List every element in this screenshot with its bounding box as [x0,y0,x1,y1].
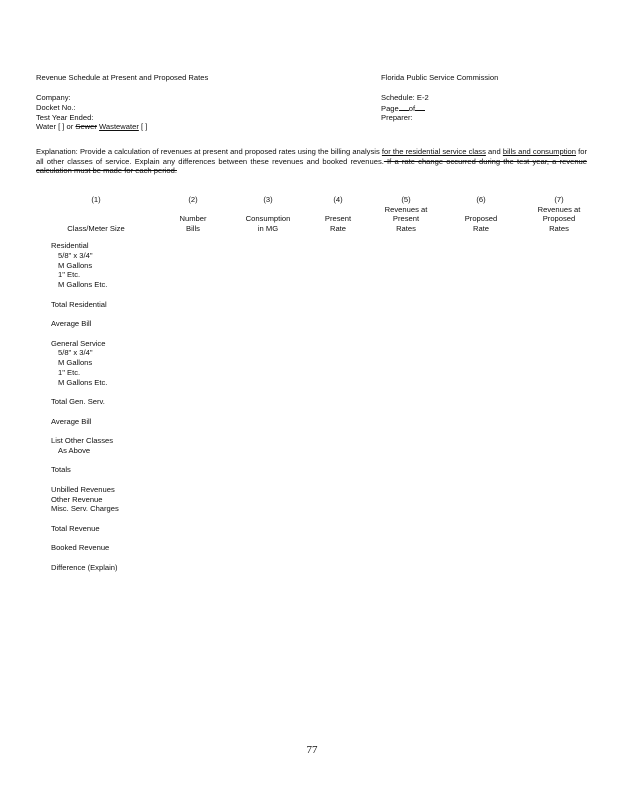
water-option: Water [ ] or [36,122,76,131]
column-number: (1) [91,195,101,204]
explanation-text-2: for all other classes of service. Explain any differences between these revenues and booked revenues. [36,147,587,166]
column-line: Revenues at [384,204,428,214]
column-line: Revenues at [537,204,581,214]
row-total-residential: Total Residential [51,300,107,309]
explanation-struck-text: If a rate change occurred during the test year, a revenue calculation must be made for each period. [36,156,588,176]
column-line [61,214,131,224]
column-title: Rates [396,223,416,233]
row-gen-mgal: M Gallons [58,358,93,367]
row-gen-5-8: 5/8" x 3/4" [58,348,93,357]
row-total-gen-serv: Total Gen. Serv. [51,397,105,406]
column-line [233,205,303,215]
wastewater-text: Wastewater [99,122,139,131]
column-number: (7) [554,195,564,204]
column-number: (5) [401,195,411,204]
row-misc-serv-charges: Misc. Serv. Charges [51,504,119,513]
row-booked-revenue: Booked Revenue [51,543,110,552]
column-header-5 [371,195,441,233]
column-line [446,205,516,215]
row-total-revenue: Total Revenue [51,524,100,533]
column-number: (6) [476,195,486,204]
utility-type-line [36,122,147,132]
column-line: Consumption [245,214,291,224]
explanation-text-1: Explanation: Provide a calculation of revenues at present and proposed rates using the billing analysis [36,147,382,156]
column-number: (4) [333,195,343,204]
page-of-label: of [408,104,416,113]
column-header-6 [446,195,516,233]
column-line: Number [179,214,207,224]
sewer-struck-text: Sewer [75,122,97,131]
column-line [303,205,373,215]
column-number: (3) [263,195,273,204]
column-line: Proposed [542,214,576,224]
column-title: Class/Meter Size [67,223,125,233]
column-line: Present [392,214,420,224]
row-gen-mgal-etc: M Gallons Etc. [58,378,108,387]
page-label: Page [381,104,399,113]
row-res-mgal-etc: M Gallons Etc. [58,280,108,289]
schedule-title: Revenue Schedule at Present and Proposed Rates [36,73,209,82]
page-number: 77 [306,744,318,756]
explanation-underlined-2: bills and consumption [502,147,576,156]
column-header-2 [158,195,228,233]
docket-label: Docket No.: [36,103,76,112]
column-line [158,205,228,215]
row-gen-1: 1" Etc. [58,368,81,377]
column-title: in MG [257,223,279,233]
explanation-paragraph [36,147,587,176]
column-title: Rate [472,223,490,233]
wastewater-checkbox: [ ] [138,122,148,131]
row-as-above: As Above [58,446,91,455]
row-res-5-8: 5/8" x 3/4" [58,251,93,260]
column-number: (2) [188,195,198,204]
column-header-3 [233,195,303,233]
test-year-label: Test Year Ended: [36,113,94,122]
schedule-number: Schedule: E-2 [381,93,429,102]
column-header-1 [61,195,131,233]
explanation-underlined-1: for the residential service class [381,147,486,156]
row-general-service: General Service [51,339,106,348]
row-other-revenue: Other Revenue [51,495,103,504]
column-header-7 [524,195,594,233]
column-title: Bills [186,223,200,233]
row-res-mgal: M Gallons [58,261,93,270]
column-line: Proposed [464,214,498,224]
column-header-4 [303,195,373,233]
row-res-1: 1" Etc. [58,270,81,279]
company-label: Company: [36,93,71,102]
row-average-bill-gen: Average Bill [51,417,92,426]
page-blank [399,103,409,111]
column-line [61,205,131,215]
of-blank [415,103,425,111]
row-unbilled-revenues: Unbilled Revenues [51,485,115,494]
preparer-label: Preparer: [381,113,413,122]
column-title: Rate [329,223,347,233]
column-title: Rates [549,223,569,233]
row-list-other-classes: List Other Classes [51,436,114,445]
page-of-line [381,103,425,114]
row-average-bill-res: Average Bill [51,319,92,328]
agency-name: Florida Public Service Commission [381,73,499,82]
column-line: Present [324,214,352,224]
row-difference: Difference (Explain) [51,563,118,572]
row-totals: Totals [51,465,71,474]
explanation-and: and [485,147,503,156]
row-residential: Residential [51,241,89,250]
